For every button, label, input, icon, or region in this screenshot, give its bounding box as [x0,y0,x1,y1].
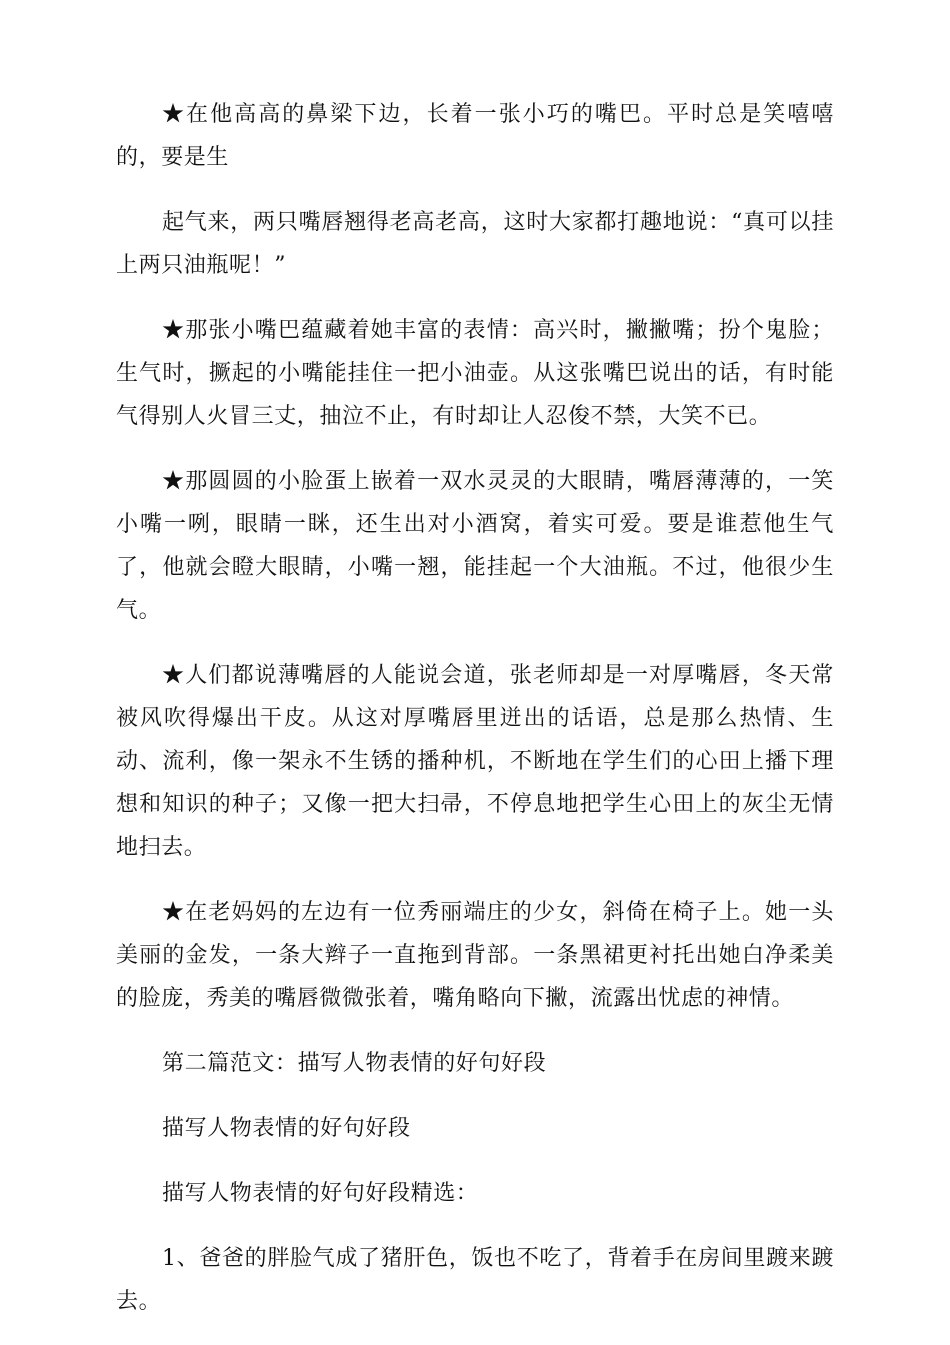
section-heading-second-essay: 第二篇范文：描写人物表情的好句好段 [162,1051,547,1076]
list-item-1: 1、爸爸的胖脸气成了猪肝色，饭也不吃了，背着手在房间里踱来踱去。 [116,1246,834,1314]
paragraph-oil-bottle: 起气来，两只嘴唇翘得老高老高，这时大家都打趣地说：“真可以挂上两只油瓶呢！” [116,210,834,278]
paragraph-small-mouth: ★那张小嘴巴蕴藏着她丰富的表情：高兴时，撇撇嘴；扮个鬼脸；生气时，撅起的小嘴能挂住一把小油壶。从这张嘴巴说出的话，有时能气得别人火冒三丈，抽泣不止，有时却让人忍俊不禁，大笑不已。 [116,318,834,429]
section-intro: 描写人物表情的好句好段精选： [162,1181,479,1206]
paragraph-young-woman: ★在老妈妈的左边有一位秀丽端庄的少女，斜倚在椅子上。她一头美丽的金发，一条大辫子一直拖到背部。一条黑裙更衬托出她白净柔美的脸庞，秀美的嘴唇微微张着，嘴角略向下撇，流露出忧虑的神情。 [116,900,834,1011]
paragraph-thick-lips: ★人们都说薄嘴唇的人能说会道，张老师却是一对厚嘴唇，冬天常被风吹得爆出干皮。从这对厚嘴唇里迸出的话语，总是那么热情、生动、流利，像一架永不生锈的播种机，不断地在学生们的心田上播下理想和知识的种子；又像一把大扫帚，不停息地把学生心田上的灰尘无情地扫去。 [116,663,834,860]
paragraph-nose-mouth: ★在他高高的鼻梁下边，长着一张小巧的嘴巴。平时总是笑嘻嘻的，要是生 [116,102,834,170]
document-body [116,93,834,1345]
paragraph-round-face: ★那圆圆的小脸蛋上嵌着一双水灵灵的大眼睛，嘴唇薄薄的，一笑小嘴一咧，眼睛一眯，还生出对小酒窝，着实可爱。要是谁惹他生气了，他就会瞪大眼睛，小嘴一翘，能挂起一个大油瓶。不过，他很少生气。 [116,469,834,623]
section-subheading: 描写人物表情的好句好段 [162,1116,411,1141]
